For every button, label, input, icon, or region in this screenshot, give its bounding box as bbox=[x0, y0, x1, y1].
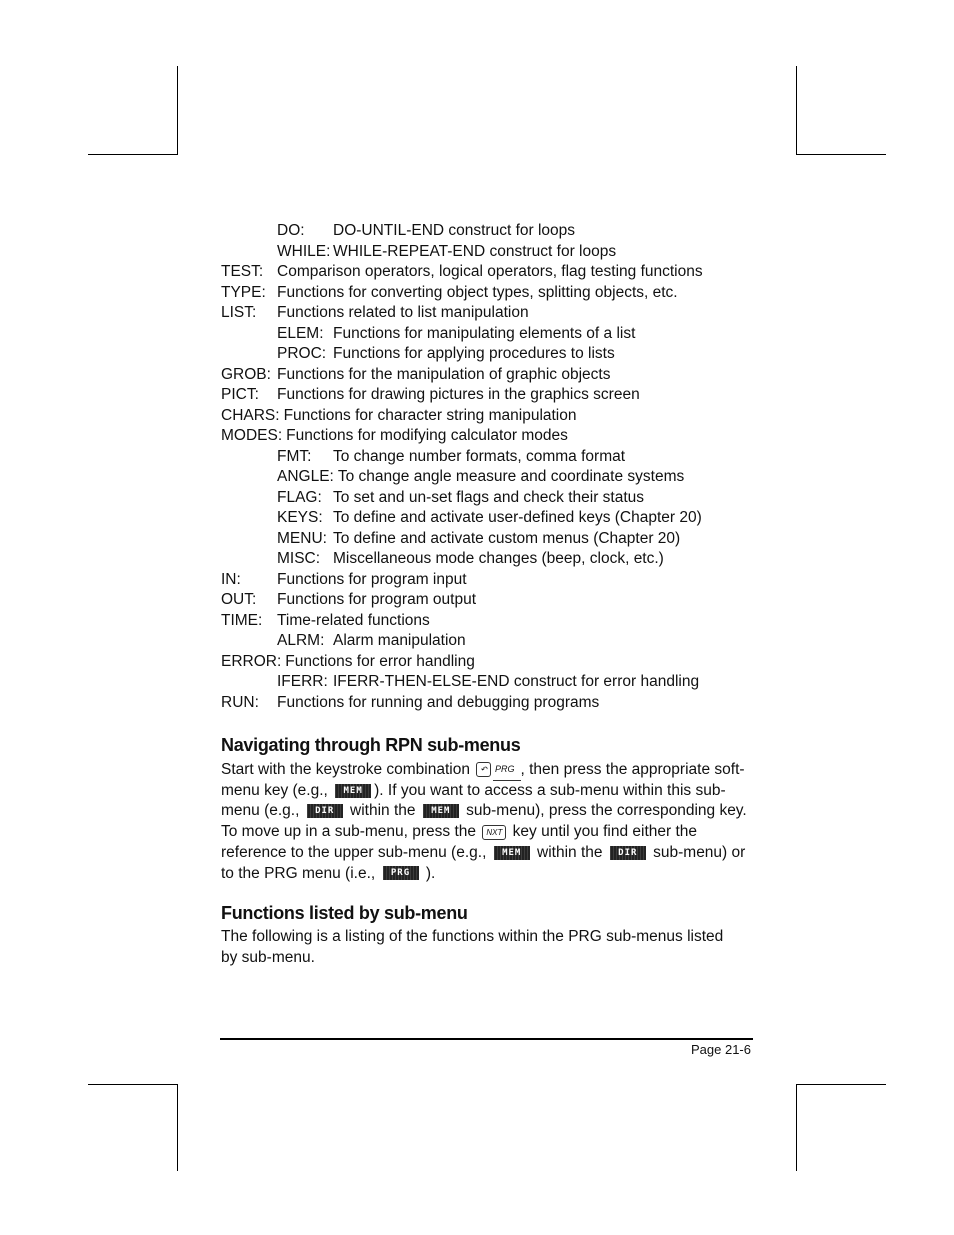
submenu-description: To define and activate user-defined keys (Chapter 20) bbox=[333, 509, 702, 526]
submenu-entry bbox=[277, 467, 684, 487]
submenu-entry bbox=[277, 488, 644, 508]
text-run: ). bbox=[425, 864, 436, 882]
submenu-description: Functions for running and debugging programs bbox=[277, 693, 600, 711]
section-heading-functions: Functions listed by sub-menu bbox=[221, 903, 468, 923]
crop-mark bbox=[796, 1084, 797, 1171]
submenu-description: To define and activate custom menus (Chapter 20) bbox=[333, 529, 681, 547]
submenu-key: ALRM: bbox=[277, 632, 325, 649]
dir-softkey-icon: DIR bbox=[307, 804, 343, 818]
submenu-description: Alarm manipulation bbox=[333, 632, 466, 649]
submenu-description: To set and un-set flags and check their status bbox=[333, 488, 645, 506]
prg-softkey-icon: PRG bbox=[383, 866, 419, 880]
submenu-entry bbox=[221, 303, 529, 323]
submenu-description: Miscellaneous mode changes (beep, clock, etc.) bbox=[333, 550, 664, 567]
submenu-description: To change number formats, comma format bbox=[333, 447, 626, 465]
section-heading-navigating: Navigating through RPN sub-menus bbox=[221, 735, 521, 755]
submenu-description: DO-UNTIL-END construct for loops bbox=[333, 222, 576, 239]
submenu-description: Functions for modifying calculator modes bbox=[286, 427, 568, 444]
submenu-description: Functions for the manipulation of graphic objects bbox=[277, 365, 611, 383]
submenu-description: Functions related to list manipulation bbox=[277, 304, 529, 321]
submenu-key: DO: bbox=[277, 222, 305, 239]
navigating-paragraph bbox=[221, 759, 761, 884]
submenu-entry bbox=[221, 652, 475, 672]
submenu-entry bbox=[277, 529, 680, 549]
text-run: ). If you want to access a sub-menu within this sub-menu (e.g., bbox=[221, 781, 726, 820]
submenu-key: OUT: bbox=[221, 591, 257, 608]
submenu-entry bbox=[221, 365, 610, 385]
submenu-entry bbox=[277, 242, 616, 262]
left-shift-key-icon: ↶ bbox=[476, 762, 491, 777]
submenu-description: Functions for manipulating elements of a list bbox=[333, 324, 636, 342]
crop-mark bbox=[88, 154, 178, 155]
submenu-key: ELEM: bbox=[277, 324, 324, 342]
submenu-description: To change angle measure and coordinate systems bbox=[337, 468, 685, 485]
submenu-entry bbox=[277, 344, 615, 364]
submenu-key: MISC: bbox=[277, 550, 321, 567]
submenu-entry bbox=[221, 385, 640, 405]
text-run: Start with the keystroke combination bbox=[221, 760, 470, 778]
submenu-key: ERROR: bbox=[221, 652, 282, 670]
submenu-description: Time-related functions bbox=[277, 611, 430, 629]
submenu-entry bbox=[277, 631, 466, 651]
submenu-description: Functions for drawing pictures in the graphics screen bbox=[277, 386, 640, 403]
submenu-entry bbox=[221, 693, 599, 713]
submenu-entry bbox=[277, 447, 625, 467]
submenu-key: CHARS: bbox=[221, 406, 280, 424]
submenu-description: Comparison operators, logical operators, flag testing functions bbox=[277, 263, 703, 280]
submenu-description: Functions for converting object types, splitting objects, etc. bbox=[277, 283, 678, 301]
submenu-key: FLAG: bbox=[277, 488, 322, 506]
submenu-description: IFERR-THEN-ELSE-END construct for error handling bbox=[333, 673, 700, 690]
submenu-key: MODES: bbox=[221, 427, 283, 444]
submenu-entry bbox=[221, 262, 703, 282]
submenu-description: Functions for program input bbox=[277, 570, 467, 588]
submenu-key: IFERR: bbox=[277, 673, 328, 690]
submenu-key: FMT: bbox=[277, 447, 312, 465]
text-run: within the bbox=[537, 843, 603, 861]
submenu-description: WHILE-REPEAT-END construct for loops bbox=[333, 242, 617, 260]
submenu-key: KEYS: bbox=[277, 509, 323, 526]
mem-softkey-icon: MEM bbox=[423, 804, 459, 818]
text-run: key until you find either the reference to the upper sub-menu (e.g., bbox=[221, 823, 698, 861]
submenu-key: MENU: bbox=[277, 529, 327, 547]
submenu-key: TEST: bbox=[221, 263, 264, 280]
crop-mark bbox=[796, 154, 886, 155]
submenu-entry bbox=[277, 672, 699, 692]
mem-softkey-icon: MEM bbox=[335, 784, 371, 798]
footer-rule bbox=[220, 1038, 753, 1040]
text-run: , then press the appropriate soft-menu key (e.g., bbox=[221, 760, 745, 799]
crop-mark bbox=[796, 66, 797, 154]
submenu-description: Functions for applying procedures to lists bbox=[333, 345, 615, 362]
crop-mark bbox=[177, 1084, 178, 1171]
submenu-entry bbox=[221, 590, 476, 610]
submenu-entry bbox=[221, 570, 467, 590]
text-run: sub-menu), press the corresponding key. To move up in a sub-menu, press the bbox=[221, 802, 747, 841]
submenu-key: TYPE: bbox=[221, 283, 266, 301]
mem-softkey-icon: MEM bbox=[494, 846, 530, 860]
submenu-key: PROC: bbox=[277, 345, 327, 362]
submenu-key: LIST: bbox=[221, 304, 257, 321]
submenu-key: IN: bbox=[221, 570, 241, 588]
submenu-description: Functions for program output bbox=[277, 591, 477, 608]
crop-mark bbox=[88, 1084, 178, 1085]
submenu-entry bbox=[221, 283, 678, 303]
page-number: Page 21-6 bbox=[691, 1042, 751, 1057]
submenu-entry bbox=[221, 426, 568, 446]
dir-softkey-icon: DIR bbox=[610, 846, 646, 860]
functions-paragraph: The following is a listing of the functions within the PRG sub-menus listed by sub-menu. bbox=[221, 928, 724, 966]
submenu-entry bbox=[221, 406, 577, 426]
crop-mark bbox=[796, 1084, 886, 1085]
submenu-key: TIME: bbox=[221, 611, 263, 629]
submenu-description: Functions for character string manipulation bbox=[283, 406, 577, 424]
submenu-key: ANGLE: bbox=[277, 468, 334, 485]
submenu-entry bbox=[277, 324, 635, 344]
submenu-entry bbox=[277, 549, 664, 569]
submenu-key: GROB: bbox=[221, 365, 271, 383]
submenu-entry bbox=[277, 221, 575, 241]
submenu-description: Functions for error handling bbox=[285, 652, 475, 670]
prg-key-label: PRG bbox=[493, 759, 521, 781]
submenu-entry bbox=[221, 611, 430, 631]
submenu-entry bbox=[277, 508, 702, 528]
submenu-key: WHILE: bbox=[277, 242, 331, 260]
submenu-key: RUN: bbox=[221, 693, 259, 711]
submenu-key: PICT: bbox=[221, 386, 259, 403]
nxt-key-icon: NXT bbox=[482, 825, 506, 840]
text-run: within the bbox=[350, 802, 416, 820]
crop-mark bbox=[177, 66, 178, 154]
text-run: sub-menu) or to the PRG menu (i.e., bbox=[221, 843, 746, 882]
